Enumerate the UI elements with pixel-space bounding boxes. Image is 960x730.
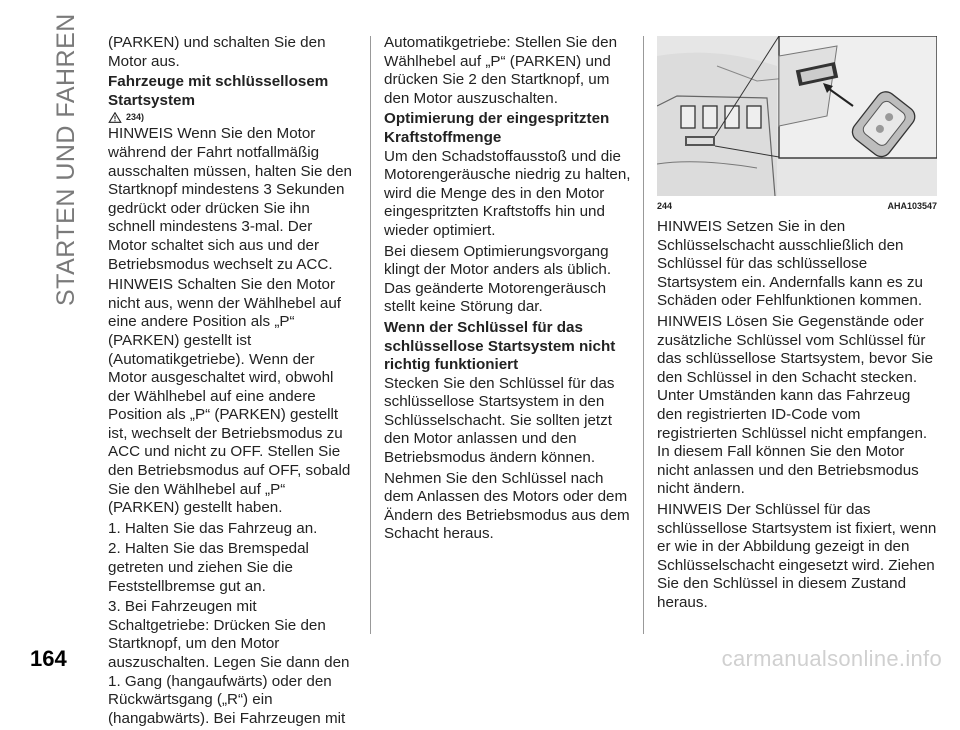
paragraph: (PARKEN) und schalten Sie den Motor aus. <box>108 34 326 70</box>
paragraph: Bei diesem Optimierungsvorgang klingt der Motor anders als üblich. Das geänderte Motorengeräusch stellt keine Störung dar. <box>384 242 612 316</box>
warning-triangle-icon <box>108 112 122 123</box>
section-heading: Fahrzeuge mit schlüssellosem Startsystem <box>108 73 329 109</box>
paragraph: HINWEIS Schalten Sie den Motor nicht aus, wenn der Wählhebel auf eine andere Position als „P“ (PARKEN) gestellt ist (Automatikgetriebe). Wenn der Motor ausgeschaltet wird, obwohl der Wählhebel auf eine andere Position als „P“ (PARKEN) gestellt ist, wechselt der Betriebsmodus zu ACC und nicht zu OFF. Stellen Sie den Betriebsmodus auf OFF, sobald Sie den Wählhebel auf „P“ (PARKEN) gestellt haben. <box>108 276 351 517</box>
figure-number: 244 <box>657 201 673 211</box>
watermark: carmanualsonline.info <box>721 646 942 671</box>
paragraph: Nehmen Sie den Schlüssel nach dem Anlassen des Motors oder dem Ändern des Betriebsmodus aus dem Schacht heraus. <box>384 469 630 543</box>
paragraph: 3. Bei Fahrzeugen mit Schaltgetriebe: Drücken Sie den Startknopf, um den Motor auszuschalten. Legen Sie dann den 1. Gang (hangaufwärts) oder den Rückwärtsgang („R“) ein (hangabwärts). Bei Fahrzeugen mit <box>108 598 350 727</box>
text-column-1 <box>108 34 354 730</box>
figure-caption <box>657 201 937 211</box>
column-divider <box>370 36 371 634</box>
section-title: STARTEN UND FAHREN <box>52 13 80 306</box>
paragraph: 2. Halten Sie das Bremspedal getreten und ziehen Sie die Feststellbremse gut an. <box>108 540 309 595</box>
reference-note: 234) <box>108 111 354 123</box>
paragraph: Automatikgetriebe: Stellen Sie den Wählhebel auf „P“ (PARKEN) und drücken Sie 2 den Startknopf, um den Motor auszuschalten. <box>384 34 618 107</box>
text-column-2 <box>384 34 632 546</box>
paragraph: Stecken Sie den Schlüssel für das schlüssellose Startsystem in den Schlüsselschacht. Sie sollten jetzt den Motor anlassen und den Betriebsmodus ändern können. <box>384 374 615 467</box>
paragraph: HINWEIS Setzen Sie in den Schlüsselschacht ausschließlich den Schlüssel für das schlüssellose Startsystem ein. Andernfalls kann es zu Schäden oder Fehlfunktionen kommen. <box>657 218 923 310</box>
key-slot-drawing <box>657 36 937 196</box>
page-number: 164 <box>30 646 67 671</box>
paragraph: Um den Schadstoffausstoß und die Motorengeräusche niedrig zu halten, wird die Menge des in den Motor eingespritzten Kraftstoffs hin und wieder optimiert. <box>384 147 631 239</box>
section-heading: Wenn der Schlüssel für das schlüssellose Startsystem nicht richtig funktioniert <box>384 318 616 374</box>
paragraph: 1. Halten Sie das Fahrzeug an. <box>108 519 318 537</box>
column-divider <box>643 36 644 634</box>
text-column-3 <box>657 218 937 614</box>
paragraph: HINWEIS Wenn Sie den Motor während der Fahrt notfallmäßig ausschalten müssen, halten Sie den Startknopf mindestens 3 Sekunden gedrückt oder drücken Sie ihn schnell mindestens 3-mal. Der Motor schaltet sich aus und der Betriebsmodus wechselt zu ACC. <box>108 125 353 273</box>
section-heading: Optimierung der eingespritzten Kraftstoffmenge <box>384 110 610 146</box>
paragraph: HINWEIS Lösen Sie Gegenstände oder zusätzliche Schlüssel vom Schlüssel für das schlüssellose Startsystem, bevor Sie den Schlüssel in den Schacht stecken. Unter Umständen kann das Fahrzeug den registrierten ID-Code vom registrierten Schlüssel nicht empfangen. In diesem Fall können Sie den Motor nicht anlassen und den Betriebsmodus nicht ändern. <box>657 312 934 498</box>
key-slot-illustration <box>657 36 937 196</box>
paragraph: HINWEIS Der Schlüssel für das schlüssellose Startsystem ist fixiert, wenn er wie in der Abbildung gezeigt in den Schlüsselschacht eingesetzt wird. Ziehen Sie den Schlüssel in diesem Zustand heraus. <box>657 500 937 611</box>
figure-code: AHA103547 <box>887 201 937 211</box>
